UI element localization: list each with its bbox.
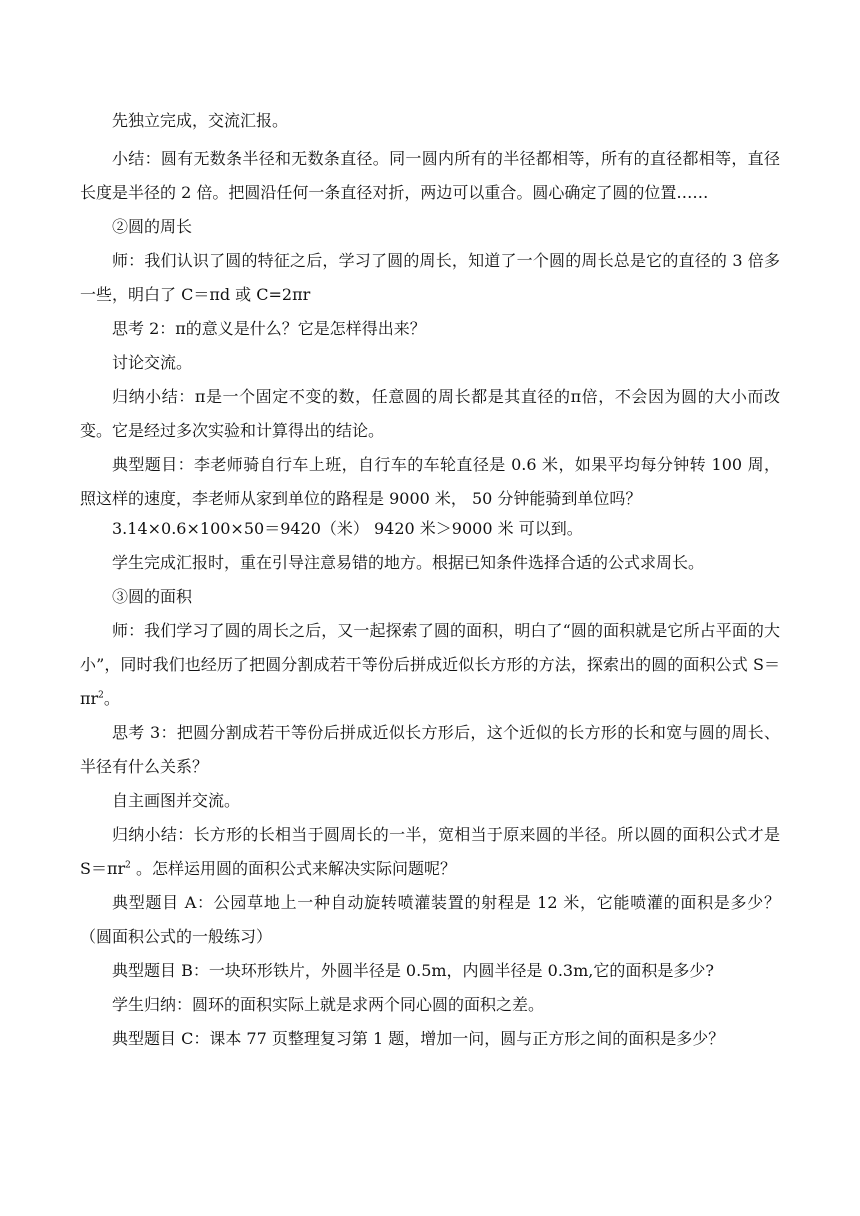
paragraph-suffix: 。怎样运用圆的面积公式来解决实际问题呢？ bbox=[130, 859, 456, 878]
paragraph: 学生完成汇报时，重在引导注意易错的地方。根据已知条件选择合适的公式求周长。 bbox=[112, 553, 705, 572]
paragraph: 讨论交流。 bbox=[112, 353, 193, 372]
paragraph: 3.14×0.6×100×50＝9420（米） 9420 米＞9000 米 可以到。 bbox=[112, 519, 583, 538]
paragraph: 自主画图并交流。 bbox=[112, 791, 241, 810]
paragraph-text: 师：我们学习了圆的周长之后，又一起探索了圆的面积，明白了“圆的面积就是它所占平面的大小”，同时我们也经历了把圆分割成若干等份后拼成近似长方形的方法，探索出的圆的面积公式 S＝πr bbox=[80, 621, 780, 708]
paragraph: 思考 2：π的意义是什么？它是怎样得出来？ bbox=[112, 319, 426, 338]
paragraph: 思考 3：把圆分割成若干等份后拼成近似长方形后，这个近似的长方形的长和宽与圆的周长、半径有什么关系？ bbox=[80, 723, 780, 776]
section-heading: ②圆的周长 bbox=[112, 217, 193, 236]
paragraph: 学生归纳：圆环的面积实际上就是求两个同心圆的面积之差。 bbox=[112, 995, 545, 1014]
superscript: 2 bbox=[98, 690, 104, 701]
superscript: 2 bbox=[125, 860, 131, 871]
paragraph-area-summary bbox=[80, 818, 780, 886]
paragraph: 师：我们认识了圆的特征之后，学习了圆的周长，知道了一个圆的周长总是它的直径的 3 倍多一些，明白了 C＝πd 或 C=2πr bbox=[80, 251, 780, 304]
paragraph-area-intro bbox=[80, 614, 780, 716]
paragraph-suffix: 。 bbox=[103, 689, 120, 708]
section-heading: ③圆的面积 bbox=[112, 587, 193, 606]
paragraph: 先独立完成，交流汇报。 bbox=[112, 111, 289, 130]
paragraph: 小结：圆有无数条半径和无数条直径。同一圆内所有的半径都相等，所有的直径都相等，直径长度是半径的 2 倍。把圆沿任何一条直径对折，两边可以重合。圆心确定了圆的位置…… bbox=[80, 149, 780, 202]
paragraph: 典型题目 C：课本 77 页整理复习第 1 题，增加一问，圆与正方形之间的面积是多少？ bbox=[112, 1029, 725, 1048]
paragraph: 归纳小结：π是一个固定不变的数，任意圆的周长都是其直径的π倍，不会因为圆的大小而改变。它是经过多次实验和计算得出的结论。 bbox=[80, 387, 780, 440]
paragraph: 典型题目 A：公园草地上一种自动旋转喷灌装置的射程是 12 米，它能喷灌的面积是多少？（圆面积公式的一般练习） bbox=[80, 893, 780, 946]
paragraph-text: 归纳小结：长方形的长相当于圆周长的一半，宽相当于原来圆的半径。所以圆的面积公式才是 S＝πr bbox=[80, 825, 780, 878]
paragraph: 典型题目 B：一块环形铁片，外圆半径是 0.5m，内圆半径是 0.3m,它的面积是多少? bbox=[112, 961, 714, 980]
paragraph: 典型题目：李老师骑自行车上班，自行车的车轮直径是 0.6 米，如果平均每分钟转 100 周，照这样的速度，李老师从家到单位的路程是 9000 米， 50 分钟能骑到单位吗？ bbox=[80, 455, 780, 508]
